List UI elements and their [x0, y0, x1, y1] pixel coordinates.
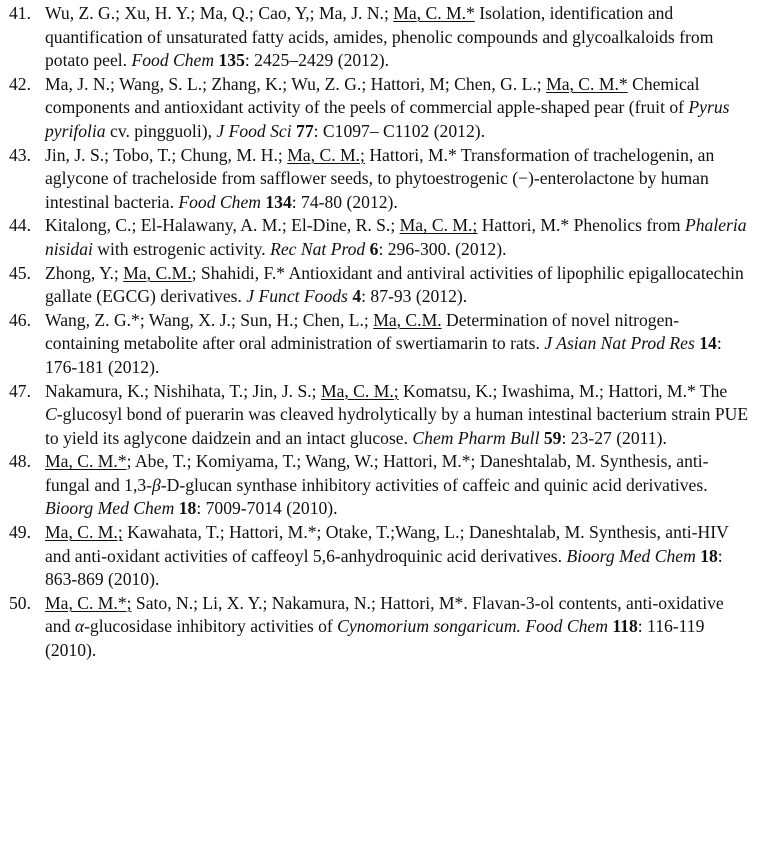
journal-pages: : 87-93 (2012). [361, 286, 468, 307]
journal-name: Bioorg Med Chem [45, 498, 175, 519]
reference-title-cont: with estrogenic activity. [92, 238, 271, 259]
reference-44 [0, 214, 763, 261]
journal-volume: 6 [369, 238, 379, 259]
reference-title: Hattori, M.* Phenolics from [477, 215, 686, 236]
greek-letter: β [152, 474, 161, 495]
reference-41 [0, 2, 763, 73]
reference-title-cont: -glucosidase inhibitory activities of [84, 616, 338, 637]
journal-volume: 18 [178, 498, 197, 519]
reference-title: Sato, N.; Li, X. Y.; Nakamura, N.; Hattori, M*. Flavan-3-ol contents, anti-oxidative and [45, 592, 724, 637]
reference-title: Hattori, M.* Transformation of trachelogenin, an aglycone of tracheloside from safflower seeds, to phytoestrogenic (−)-enterolactone by human intestinal bacteria. [45, 144, 715, 212]
reference-title: Komatsu, K.; Iwashima, M.; Hattori, M.* The [398, 380, 728, 401]
journal-volume: 134 [265, 191, 292, 212]
journal-pages: : 863-869 (2010). [45, 545, 723, 590]
reference-50 [0, 592, 763, 663]
journal-name: J Asian Nat Prod Res [544, 333, 695, 354]
reference-number: 45. [9, 262, 31, 283]
journal-pages: : 7009-7014 (2010). [196, 498, 338, 519]
reference-number: 42. [9, 73, 31, 94]
reference-title: ; Shahidi, F.* Antioxidant and antiviral activities of lipophilic epigallocatechin gallate (EGCG) derivatives. [45, 262, 744, 307]
journal-name: Rec Nat Prod [270, 238, 366, 259]
highlighted-author: Ma, C. M.; [399, 215, 478, 236]
reference-authors: Kitalong, C.; El-Halawany, A. M.; El-Dine, R. S.; [45, 215, 400, 236]
species-name: Phaleria nisidai [45, 215, 747, 259]
journal-name: Bioorg Med Chem [566, 545, 696, 566]
highlighted-author: Ma, C.M. [123, 262, 192, 283]
journal-name: Food Chem [178, 191, 261, 212]
journal-volume: 77 [296, 120, 314, 141]
journal-volume: 59 [543, 427, 562, 448]
reference-authors: Zhong, Y.; [45, 262, 124, 283]
reference-number: 44. [9, 215, 31, 236]
reference-number: 47. [9, 380, 31, 401]
highlighted-author: Ma, C.M. [373, 309, 442, 330]
reference-title: Kawahata, T.; Hattori, M.*; Otake, T.;Wang, L.; Daneshtalab, M. Synthesis, anti-HIV and anti-oxidant activities of caffeoyl 5,6-anhydroquinic acid derivatives. [45, 522, 729, 566]
highlighted-author: Ma, C. M.; [320, 380, 399, 401]
journal-pages: : 116-119 (2010). [45, 616, 705, 661]
highlighted-author: Ma, C. M.*; [45, 592, 132, 613]
journal-volume: 135 [218, 50, 245, 71]
reference-46 [0, 309, 763, 380]
reference-list [0, 2, 763, 663]
journal-pages: : C1097– C1102 (2012). [313, 120, 486, 141]
reference-title-cont: -D-glucan synthase inhibitory activities of caffeic and quinic acid derivatives. [160, 474, 708, 495]
reference-title: Determination of novel nitrogen-containing metabolite after oral administration of swertiamarin to rats. [45, 309, 680, 354]
journal-name: Food Chem [131, 50, 215, 71]
reference-43 [0, 144, 763, 215]
journal-pages: : 296-300. (2012). [378, 238, 507, 259]
highlighted-author: Ma, C. M.; [45, 522, 123, 543]
reference-number: 50. [9, 592, 31, 613]
reference-number: 49. [9, 522, 31, 543]
reference-title: ; Abe, T.; Komiyama, T.; Wang, W.; Hattori, M.*; Daneshtalab, M. Synthesis, anti-fungal and 1,3- [45, 451, 709, 495]
journal-name: Food Chem [525, 616, 608, 637]
reference-49 [0, 521, 763, 592]
highlighted-author: Ma, C. M.; [287, 144, 365, 165]
reference-authors: Wang, Z. G.*; Wang, X. J.; Sun, H.; Chen, L.; [45, 309, 374, 330]
reference-number: 41. [9, 3, 31, 23]
highlighted-author: Ma, C. M.* [393, 3, 475, 23]
reference-47 [0, 380, 763, 451]
journal-volume: 18 [700, 545, 718, 566]
reference-authors: Jin, J. S.; Tobo, T.; Chung, M. H.; [45, 144, 288, 165]
reference-title: Chemical components and antioxidant activity of the peels of commercial apple-shaped pear (fruit of [45, 73, 700, 118]
journal-pages: : 74-80 (2012). [291, 191, 398, 212]
reference-authors: Nakamura, K.; Nishihata, T.; Jin, J. S.; [45, 380, 321, 401]
journal-name: J Funct Foods [246, 286, 348, 307]
journal-name: J Food Sci [216, 120, 292, 141]
journal-pages: : 2425–2429 (2012). [244, 50, 390, 71]
reference-title-cont: -glucosyl bond of puerarin was cleaved hydrolytically by a human intestinal bacterium strain PUE to yield its aglycone daidzein and an intact glucose. [45, 404, 749, 448]
reference-number: 48. [9, 451, 31, 472]
reference-45 [0, 262, 763, 309]
journal-volume: 118 [612, 616, 638, 637]
journal-volume: 4 [352, 286, 362, 307]
journal-volume: 14 [699, 333, 717, 354]
reference-number: 43. [9, 144, 31, 165]
italic-letter: C [45, 404, 57, 425]
highlighted-author: Ma, C. M.* [546, 73, 628, 94]
reference-title: Isolation, identification and quantification of unsaturated fatty acids, amides, phenolic compounds and glycoalkaloids from potato peel. [45, 3, 714, 71]
species-name: Pyrus pyrifolia [45, 97, 730, 141]
journal-name: Chem Pharm Bull [412, 427, 540, 448]
journal-pages: : 176-181 (2012). [45, 333, 722, 377]
reference-authors: Wu, Z. G.; Xu, H. Y.; Ma, Q.; Cao, Y,; Ma, J. N.; [45, 3, 394, 23]
greek-letter: α [74, 616, 85, 637]
species-name: Cynomorium songaricum. [337, 616, 521, 637]
reference-title-cont: cv. pingguoli), [105, 120, 217, 141]
highlighted-author: Ma, C. M.* [45, 451, 127, 472]
reference-number: 46. [9, 309, 31, 330]
journal-pages: : 23-27 (2011). [561, 427, 667, 448]
reference-42 [0, 73, 763, 144]
reference-authors: Ma, J. N.; Wang, S. L.; Zhang, K.; Wu, Z. G.; Hattori, M; Chen, G. L.; [45, 73, 547, 94]
reference-48 [0, 450, 763, 521]
